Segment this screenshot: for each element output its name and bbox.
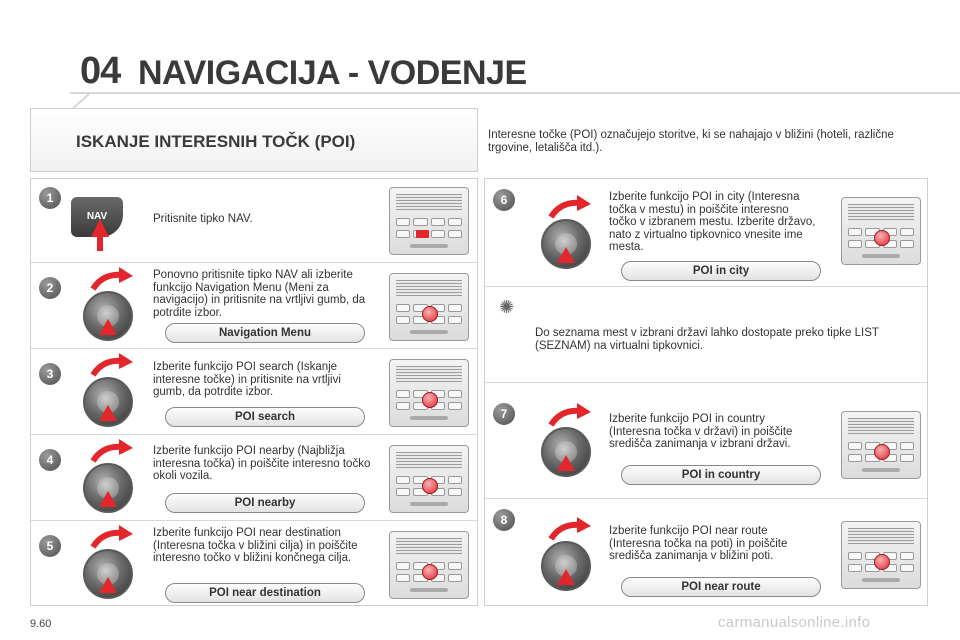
rotate-arrow-icon	[89, 353, 133, 379]
rotary-knob-icon	[75, 267, 145, 347]
press-arrow-icon	[557, 455, 575, 471]
radio-panel-icon	[841, 197, 921, 265]
menu-label-poi-search: POI search	[165, 407, 365, 427]
dial-highlight-icon	[422, 564, 438, 580]
chapter-number: 04	[80, 50, 121, 92]
press-arrow-icon	[557, 569, 575, 585]
steps-column-right	[484, 178, 928, 606]
step-text: Pritisnite tipko NAV.	[153, 213, 253, 225]
tip-note	[485, 287, 927, 383]
menu-label-poi-in-city: POI in city	[621, 261, 821, 281]
radio-panel-icon	[389, 359, 469, 427]
dial-highlight-icon	[422, 306, 438, 322]
radio-panel-icon	[389, 531, 469, 599]
step-text: Izberite funkcijo POI near destination (Interesna točka v bližini cilja) in poiščite interesno točko v bližini končnega cilja.	[153, 527, 358, 564]
menu-label-poi-in-country: POI in country	[621, 465, 821, 485]
press-arrow-icon	[99, 577, 117, 593]
radio-panel-icon	[389, 187, 469, 255]
menu-label-poi-nearby: POI nearby	[165, 493, 365, 513]
press-arrow-stem	[97, 235, 103, 251]
step-text: Ponovno pritisnite tipko NAV ali izberite funkcijo Navigation Menu (Meni za navigacijo) in pritisnite na vrtljivi gumb, da potrdite izbor.	[153, 269, 366, 319]
intro-text: Interesne točke (POI) označujejo storitve, ki se nahajajo v bližini (hoteli, različne trgovine, letališča itd.).	[488, 129, 894, 154]
step-text: Izberite funkcijo POI in country (Interesna točka v državi) in poiščite središča zanimanja v izbrani državi.	[609, 413, 793, 450]
step-4	[31, 435, 477, 521]
step-text: Izberite funkcijo POI nearby (Najbližja interesna točka) in poiščite interesno točko okoli vozila.	[153, 445, 371, 482]
radio-panel-icon	[389, 445, 469, 513]
step-text: Izberite funkcijo POI in city (Interesna točka v mestu) in poiščite interesno točko v izbranem mestu. Izberite državo, nato z virtualno tipkovnico vnesite ime mesta.	[609, 191, 816, 253]
radio-panel-icon	[841, 411, 921, 479]
dial-highlight-icon	[874, 554, 890, 570]
rotate-arrow-icon	[89, 439, 133, 465]
step-1	[31, 179, 477, 263]
rotate-arrow-icon	[547, 403, 591, 429]
radio-panel-icon	[389, 273, 469, 341]
step-number-badge: 8	[493, 509, 515, 531]
rotary-knob-icon	[533, 195, 603, 275]
rotary-knob-icon	[533, 403, 603, 483]
step-3	[31, 349, 477, 435]
step-text: Izberite funkcijo POI near route (Interesna točka na poti) in poiščite središča zanimanja v bližini poti.	[609, 525, 788, 562]
dial-highlight-icon	[422, 478, 438, 494]
press-arrow-icon	[99, 319, 117, 335]
step-number-badge: 1	[39, 187, 61, 209]
step-8	[485, 499, 927, 607]
press-arrow-icon	[99, 405, 117, 421]
rotate-arrow-icon	[89, 525, 133, 551]
step-number-badge: 3	[39, 363, 61, 385]
press-arrow-icon	[99, 491, 117, 507]
tip-sun-icon: ✺	[499, 297, 515, 317]
steps-column-left	[30, 178, 478, 606]
rotate-arrow-icon	[547, 517, 591, 543]
radio-panel-icon	[841, 521, 921, 589]
step-number-badge: 4	[39, 449, 61, 471]
page-number: 9.60	[30, 618, 52, 630]
rotate-arrow-icon	[547, 195, 591, 221]
watermark: carmanualsonline.info	[718, 614, 871, 631]
press-arrow-icon	[557, 247, 575, 263]
section-title: ISKANJE INTERESNIH TOČK (POI)	[76, 132, 356, 151]
rotary-knob-icon	[75, 353, 145, 433]
rotary-knob-icon	[75, 439, 145, 519]
step-2	[31, 263, 477, 349]
step-7	[485, 383, 927, 499]
dial-highlight-icon	[874, 444, 890, 460]
rotary-knob-icon	[533, 517, 603, 597]
step-number-badge: 7	[493, 403, 515, 425]
press-arrow-icon	[91, 219, 109, 237]
menu-label-poi-near-destination: POI near destination	[165, 583, 365, 603]
step-number-badge: 5	[39, 535, 61, 557]
chapter-title: NAVIGACIJA - VODENJE	[138, 54, 527, 92]
menu-label-poi-near-route: POI near route	[621, 577, 821, 597]
dial-highlight-icon	[422, 392, 438, 408]
step-5	[31, 521, 477, 607]
menu-label-navigation-menu: Navigation Menu	[165, 323, 365, 343]
dial-highlight-icon	[874, 230, 890, 246]
step-number-badge: 2	[39, 277, 61, 299]
tip-text: Do seznama mest v izbrani državi lahko dostopate preko tipke LIST (SEZNAM) na virtualni tipkovnici.	[535, 327, 879, 352]
step-text: Izberite funkcijo POI search (Iskanje interesne točke) in pritisnite na vrtljivi gumb, da potrdite izbor.	[153, 361, 341, 398]
nav-key-highlight-icon	[416, 230, 429, 238]
rotary-knob-icon	[75, 525, 145, 605]
step-6	[485, 179, 927, 287]
nav-key-icon: NAV	[71, 197, 123, 237]
step-number-badge: 6	[493, 189, 515, 211]
rotate-arrow-icon	[89, 267, 133, 293]
